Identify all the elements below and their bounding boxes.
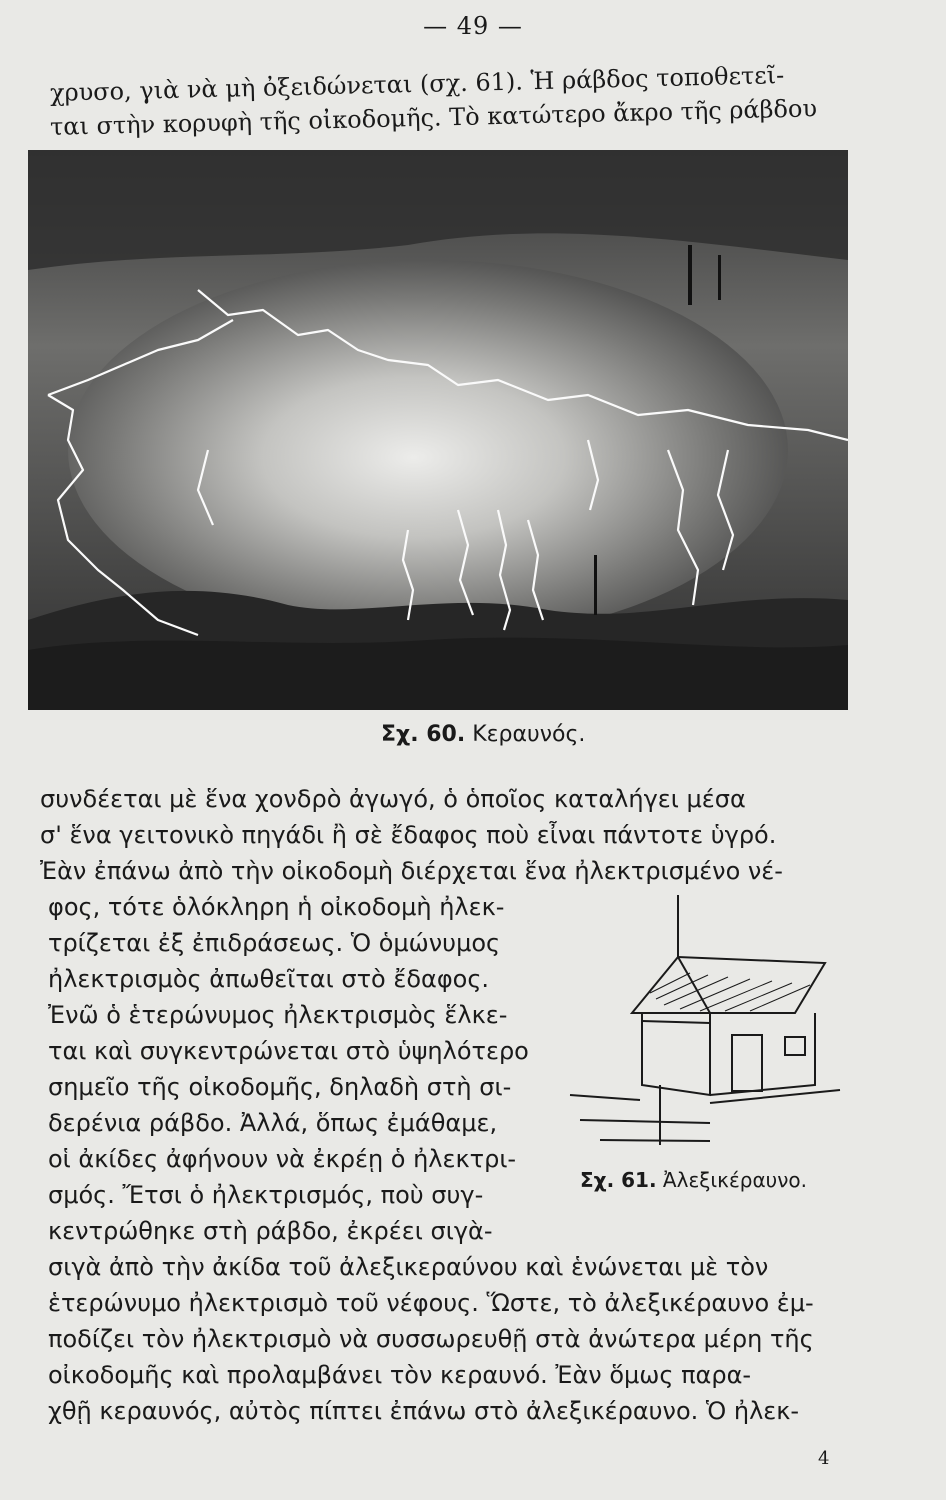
body-line-8: ται καὶ συγκεντρώνεται στὸ ὑψηλότερο bbox=[48, 1037, 529, 1065]
top-text-line-1: χρυσο, γιὰ νὰ μὴ ὀξειδώνεται (σχ. 61). Ἡ ράβδος τοποθετεῖ- bbox=[49, 61, 785, 107]
lightning-photo bbox=[28, 150, 848, 710]
body-line-2: σ' ἕνα γειτονικὸ πηγάδι ἢ σὲ ἔδαφος ποὺ εἶναι πάντοτε ὑγρό. bbox=[40, 821, 777, 849]
house-drawing bbox=[560, 895, 850, 1165]
figure-60-caption bbox=[381, 722, 585, 747]
figure-60-caption-text: Κεραυνός. bbox=[472, 722, 586, 747]
figure-61-label: Σχ. 61. bbox=[580, 1168, 657, 1192]
body-line-5: τρίζεται ἐξ ἐπιδράσεως. Ὁ ὁμώνυμος bbox=[48, 929, 501, 957]
body-line-4: φος, τότε ὁλόκληρη ἡ οἰκοδομὴ ἠλεκ- bbox=[48, 893, 505, 921]
signature-mark: 4 bbox=[818, 1448, 830, 1469]
body-line-7: Ἐνῶ ὁ ἑτερώνυμος ἠλεκτρισμὸς ἕλκε- bbox=[48, 1001, 508, 1029]
figure-61-caption-text: Ἀλεξικέραυνο. bbox=[662, 1168, 807, 1192]
figure-61-caption bbox=[580, 1168, 807, 1192]
body-line-12: σμός. Ἔτσι ὁ ἠλεκτρισμός, ποὺ συγ- bbox=[48, 1181, 484, 1209]
body-line-16: ποδίζει τὸν ἠλεκτρισμὸ νὰ συσσωρευθῇ στὰ ἀνώτερα μέρη τῆς bbox=[48, 1325, 814, 1353]
figure-60-label: Σχ. 60. bbox=[381, 722, 466, 747]
body-line-17: οἰκοδομῆς καὶ προλαμβάνει τὸν κεραυνό. Ἐὰν ὅμως παρα- bbox=[48, 1361, 752, 1389]
body-line-9: σημεῖο τῆς οἰκοδομῆς, δηλαδὴ στὴ σι- bbox=[48, 1073, 512, 1101]
body-line-6: ἠλεκτρισμὸς ἀπωθεῖται στὸ ἔδαφος. bbox=[48, 965, 490, 993]
lightning-photo-image bbox=[28, 150, 848, 710]
body-line-1: συνδέεται μὲ ἕνα χονδρὸ ἀγωγό, ὁ ὁποῖος καταλήγει μέσα bbox=[40, 785, 746, 813]
body-line-14: σιγὰ ἀπὸ τὴν ἀκίδα τοῦ ἀλεξικεραύνου καὶ ἑνώνεται μὲ τὸν bbox=[48, 1253, 769, 1281]
body-line-3: Ἐὰν ἐπάνω ἀπὸ τὴν οἰκοδομὴ διέρχεται ἕνα ἠλεκτρισμένο νέ- bbox=[40, 857, 783, 885]
body-line-18: χθῇ κεραυνός, αὐτὸς πίπτει ἐπάνω στὸ ἀλεξικέραυνο. Ὁ ἠλεκ- bbox=[48, 1397, 800, 1425]
page-number: — 49 — bbox=[423, 12, 523, 40]
top-text-line-2: ται στὴν κορυφὴ τῆς οἰκοδομῆς. Τὸ κατώτερο ἄκρο τῆς ράβδου bbox=[49, 94, 818, 141]
lightning-rod-house-illustration bbox=[560, 895, 850, 1165]
body-line-15: ἑτερώνυμο ἠλεκτρισμὸ τοῦ νέφους. Ὥστε, τὸ ἀλεξικέραυνο ἐμ- bbox=[48, 1289, 814, 1317]
body-line-10: δερένια ράβδο. Ἀλλά, ὅπως ἐμάθαμε, bbox=[48, 1109, 498, 1137]
body-line-13: κεντρώθηκε στὴ ράβδο, ἐκρέει σιγὰ- bbox=[48, 1217, 493, 1245]
body-line-11: οἱ ἀκίδες ἀφήνουν νὰ ἐκρέῃ ὁ ἠλεκτρι- bbox=[48, 1145, 517, 1173]
